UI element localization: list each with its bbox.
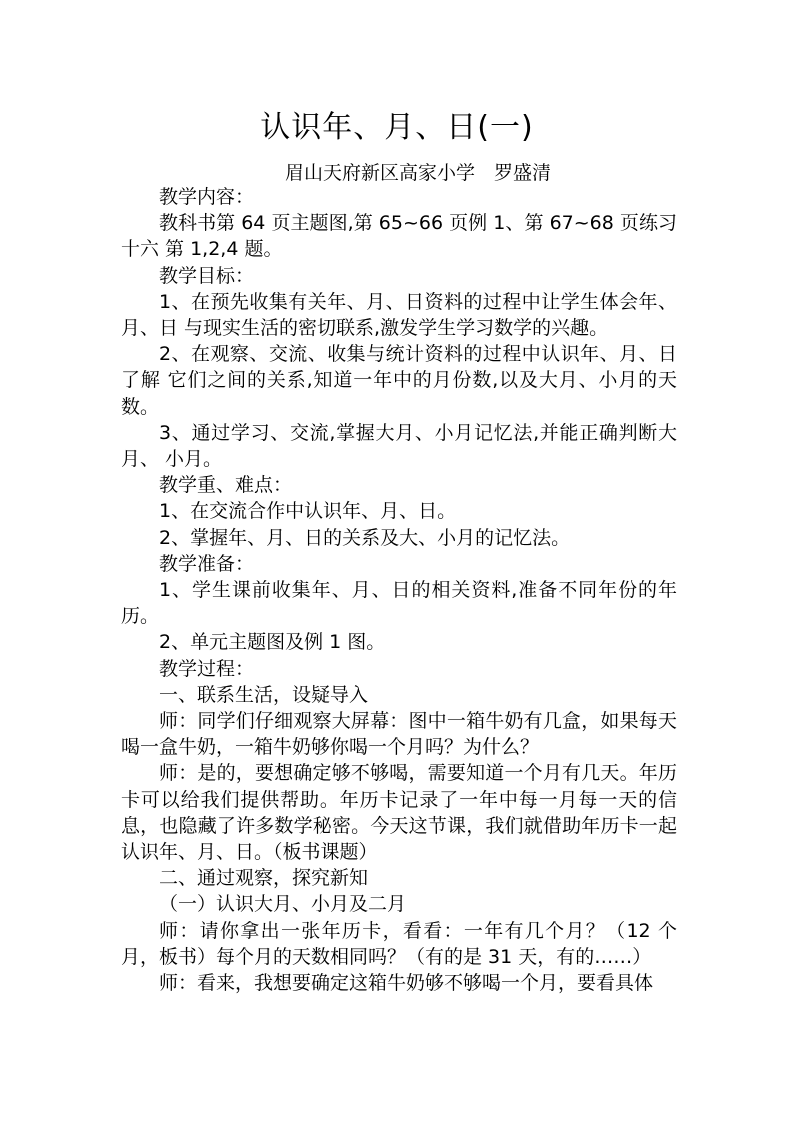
section-heading-1: 一、联系生活，设疑导入 (159, 683, 369, 706)
paragraph-textbook-pages: 教科书第 64 页主题图,第 65~66 页例 1、第 67~68 页练习十六 第 1,2,4 题。 (121, 212, 677, 261)
paragraph-teacher-2: 师：是的，要想确定够不够喝，需要知道一个月有几天。年历卡可以给我们提供帮助。年历卡记录了一年中每一月每一天的信息，也隐藏了许多数学秘密。今天这节课，我们就借助年历卡一起认识年、月、日。（板书课题） (121, 762, 677, 864)
subsection-heading-1: （一）认识大月、小月及二月 (159, 893, 407, 916)
paragraph-key-point-2: 2、掌握年、月、日的关系及大、小月的记忆法。 (159, 526, 571, 549)
heading-preparation: 教学准备： (159, 552, 255, 575)
paragraph-teacher-1: 师：同学们仔细观察大屏幕：图中一箱牛奶有几盒，如果每天喝一盒牛奶，一箱牛奶够你喝一个月吗？为什么？ (121, 710, 677, 759)
section-heading-2: 二、通过观察，探究新知 (159, 867, 369, 890)
document-title: 认识年、月、日(一) (260, 110, 534, 145)
paragraph-goal-1: 1、在预先收集有关年、月、日资料的过程中让学生体会年、月、日 与现实生活的密切联系,激发学生学习数学的兴趣。 (121, 290, 677, 340)
heading-teaching-process: 教学过程： (159, 657, 255, 680)
paragraph-key-point-1: 1、在交流合作中认识年、月、日。 (159, 500, 457, 523)
paragraph-preparation-1: 1、学生课前收集年、月、日的相关资料,准备不同年份的年历。 (121, 579, 677, 628)
heading-key-points: 教学重、难点： (159, 474, 293, 497)
paragraph-teacher-4: 师：看来，我想要确定这箱牛奶够不够喝一个月，要看具体 (159, 972, 654, 995)
heading-teaching-content: 教学内容： (159, 186, 255, 208)
paragraph-teacher-3: 师：请你拿出一张年历卡，看看：一年有几个月？（12 个月，板书）每个月的天数相同吗？（有的是 31 天，有的……） (121, 919, 677, 968)
paragraph-goal-3: 3、通过学习、交流,掌握大月、小月记忆法,并能正确判断大月、 小月。 (121, 421, 677, 471)
paragraph-goal-2: 2、在观察、交流、收集与统计资料的过程中认识年、月、日了解 它们之间的关系,知道一年中的月份数,以及大月、小月的天数。 (121, 343, 677, 418)
paragraph-preparation-2: 2、单元主题图及例 1 图。 (159, 631, 386, 654)
heading-teaching-goals: 教学目标： (159, 264, 255, 287)
document-body (121, 184, 677, 996)
author-line: 眉山天府新区高家小学 罗盛清 (284, 162, 551, 184)
